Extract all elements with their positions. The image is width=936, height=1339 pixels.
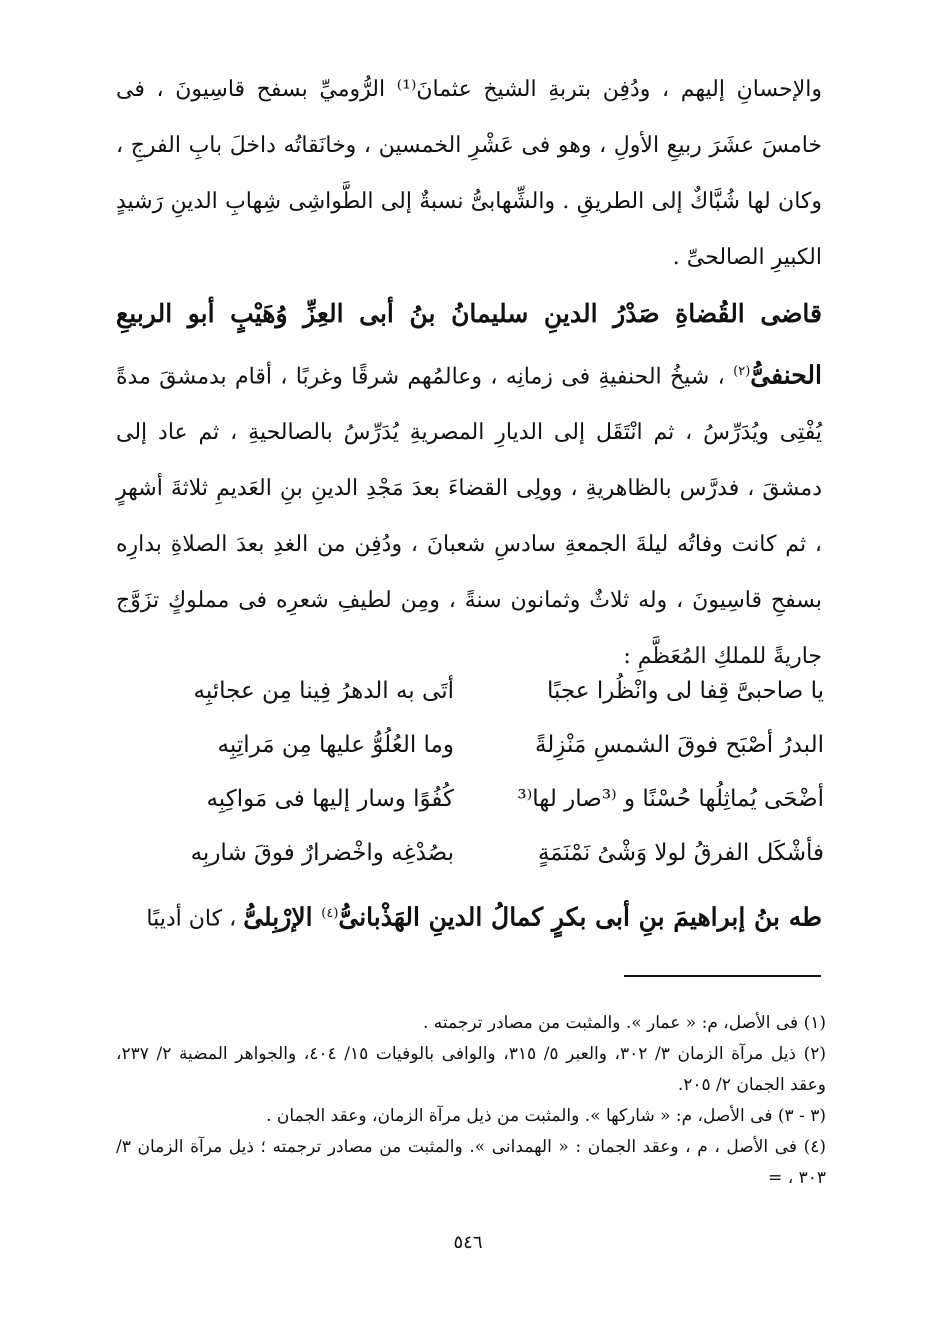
footnote-divider [624,975,821,977]
footnote-ref: (٢) [733,364,751,379]
poem-verse [124,826,824,880]
verse-second-half: وما العُلُوُّ عليها مِن مَراتِبِه [217,732,454,758]
page-number: ٥٤٦ [453,1232,483,1253]
poem-verse [124,664,824,718]
biography-text: ، شيخُ الحنفيةِ فى زمانِه ، وعالمُهم شرقًا وغربًا ، أقام بدمشقَ مدةً يُفْتِى ويُدَرِّسُ ، ثم انْتَقَل إلى الديارِ المصريةِ يُدَرِّسُ بالصالحيةِ ، ثم عاد إلى دمشقَ ، فدرَّس بالظاهريةِ ، وولِى القضاءَ بعدَ مَجْدِ الدينِ بنِ العَديمِ ثلاثةَ أشهرٍ ، ثم كانت وفاتُه ليلةَ الجمعةِ سادسِ شعبانَ ، ودُفِن من الغدِ بعدَ الصلاةِ بدارِه بسفحِ قاسِيونَ ، وله ثلاثٌ وثمانون سنةً ، ومِن لطيفِ شعرِه فى مملوكٍ تزَوَّج جاريةً للملكِ المُعَظَّمِ : [116,364,822,670]
verse-first-half: أضْحَى يُماثِلُها حُسْنًا و ⁽³صار لها⁽³ [517,786,824,812]
footnote: (٢) ذيل مرآة الزمان ٣/ ٣٠٢، والعبر ٥/ ٣١٥، والوافى بالوفيات ١٥/ ٤٠٤، والجواهر المضية ٢/ ٢٣٧، وعقد الجمان ٢/ ٢٠٥. [116,1044,826,1095]
footnote: (٤) فى الأصل ، م ، وعقد الجمان : « الهمدانى ». والمثبت من مصادر ترجمته ؛ ذيل مرآة الزمان ٣/ ٣٠٣ ، = [116,1137,826,1188]
poem-verse [124,718,824,772]
biography-entry [116,286,822,685]
poem-verse [124,772,824,826]
verse-first-half: فأشْكَل الفرقُ لولا وَشْىُ نَمْنَمَةٍ [537,840,824,866]
footnotes [116,1008,826,1194]
paragraph-1: والإحسانِ إليهم ، ودُفِن بتربةِ الشيخ عثمانَ⁽¹⁾ الرُّوميِّ بسفح قاسِيونَ ، فى خامسَ عشَرَ ربيعِ الأولِ ، وهو فى عَشْرِ الخمسين ، وخانَقاتُه داخلَ بابِ الفرجِ ، وكان لها شُبَّاكٌ إلى الطريقِ . والشِّهابىُّ نسبةٌ إلى الطَّواشِى شِهابِ الدينِ رَشيدٍ الكبيرِ الصالحىِّ . [116,77,822,270]
verse-second-half: كُفُوًا وسار إليها فى مَواكِبِه [206,786,454,812]
main-text [116,62,822,685]
verse-second-half: بصُدْغِه واخْضرارٌ فوقَ شاربِه [190,840,454,866]
footnote: (٣ - ٣) فى الأصل، م: « شاركها ». والمثبت من ذيل مرآة الزمان، وعقد الجمان . [266,1106,826,1126]
biography-name: طه بنُ إبراهيمَ بنِ أبى بكرٍ كمالُ الدينِ الهَذْبانىُّ [338,902,822,932]
biography-text: ، كان أديبًا [146,906,244,932]
footnote: (١) فى الأصل، م: « عمار ». والمثبت من مصادر ترجمته . [422,1013,826,1033]
biography-entry-last [116,886,822,947]
biography-name: قاضى القُضاةِ صَدْرُ الدينِ سليمانُ بنُ أبى العِزِّ وُهَيْبٍ أبو الربيعِ الحنفىُّ [116,299,822,390]
poem [124,664,824,880]
verse-first-half: يا صاحبىَّ قِفا لى وانْظُرا عجبًا [546,678,824,704]
biography-nisba: الإرْبِلىُّ [243,902,322,932]
verse-second-half: أتَى به الدهرُ فِينا مِن عجائبِه [193,678,454,704]
footnote-ref: (٤) [321,906,339,921]
verse-first-half: البدرُ أصْبَح فوقَ الشمسِ مَنْزِلةً [534,732,824,758]
